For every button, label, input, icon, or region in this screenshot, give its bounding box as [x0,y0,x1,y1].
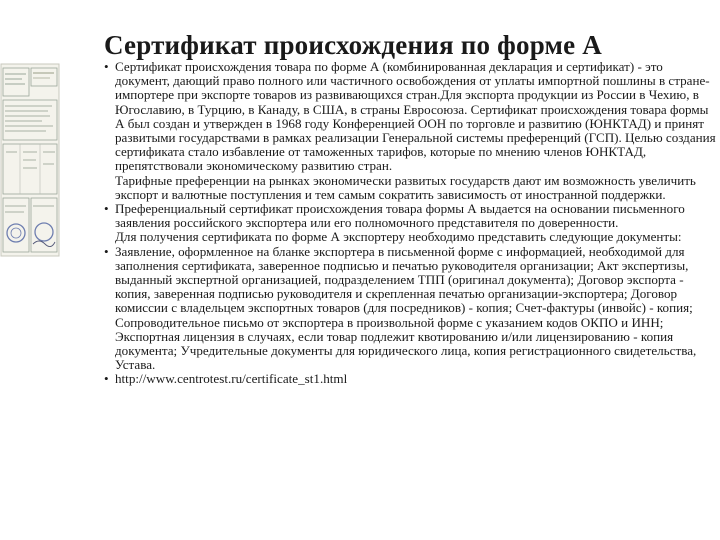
bullet-icon: • [104,371,109,387]
slide-title: Сертификат происхождения по форме А [104,30,602,61]
source-link[interactable]: http://www.centrotest.ru/certificate_st1.html [115,371,348,387]
paragraph-tariff-preferences: Тарифные преференции на рынках экономически развитых государств дают им возможность увеличить экспорт и валютные поступления и тем самым сократить зависимость от иностранной поддержки. [115,172,696,202]
certificate-document-icon [0,60,62,260]
certificate-form-a-image [0,60,62,260]
bullet-icon: • [104,59,109,74]
paragraph-required-documents-intro: Для получения сертификата по форме А экспортеру необходимо представить следующие документы: [115,229,682,245]
bullet-icon: • [104,243,109,259]
bullet-item-documents-list [104,245,716,373]
slide-body [104,60,716,387]
bullet-item-issuance [104,202,716,245]
paragraph-issuance: Преференциальный сертификат происхождения товара формы А выдается на основании письменного заявления российского экспортера или его полномочного представителя по доверенности. [115,201,685,231]
paragraph-documents-list: Заявление, оформленное на бланке экспортера в письменной форме с информацией, необходимой для заполнения сертификата, заверенное подписью и печатью руководителя организации; Акт экспертизы, выданный экспертной организацией, подразделением ТПП (оригинал документа); Договор экспорта - копия, заверенная подписью руководителя и скрепленная печатью организации-экспортера; Договор комиссии с владельцем экспортных товаров (для посредников) - копия; Счет-фактуры (инвойс) - копия; Сопроводительное письмо от экспортера в произвольной форме с указанием кодов ОКПО и ИНН; Экспортная лицензия в случаях, если товар подлежит квотированию и/или лицензированию - копия документа; Учредительные документы для юридического лица, копия регистрационного свидетельства, Устава. [115,243,697,373]
paragraph-definition: Сертификат происхождения товара по форме А (комбинированная декларация и сертификат) - это документ, дающий право полного или частичного освобождения от уплаты импортной пошлины в стране-импортере при экспорте товаров из развивающихся стран.Для экспорта продукции из России в Чехию, в Югославию, в Турцию, в Канаду, в США, в страны Евросоюза. Сертификат происхождения товара формы А был создан и утвержден в 1968 году Конференцией ООН по торговле и развитию (ЮНКТАД) и принят развитыми государствами в рамках реализации Генеральной системы преференций (ГСП). Целью создания сертификата стало избавление от таможенных тарифов, которые по мнению членов ЮНКТАД, препятствовали экономическому развитию стран. [115,59,716,174]
bullet-icon: • [104,201,109,217]
bullet-item-definition [104,60,716,202]
bullet-item-source-link [104,372,716,386]
